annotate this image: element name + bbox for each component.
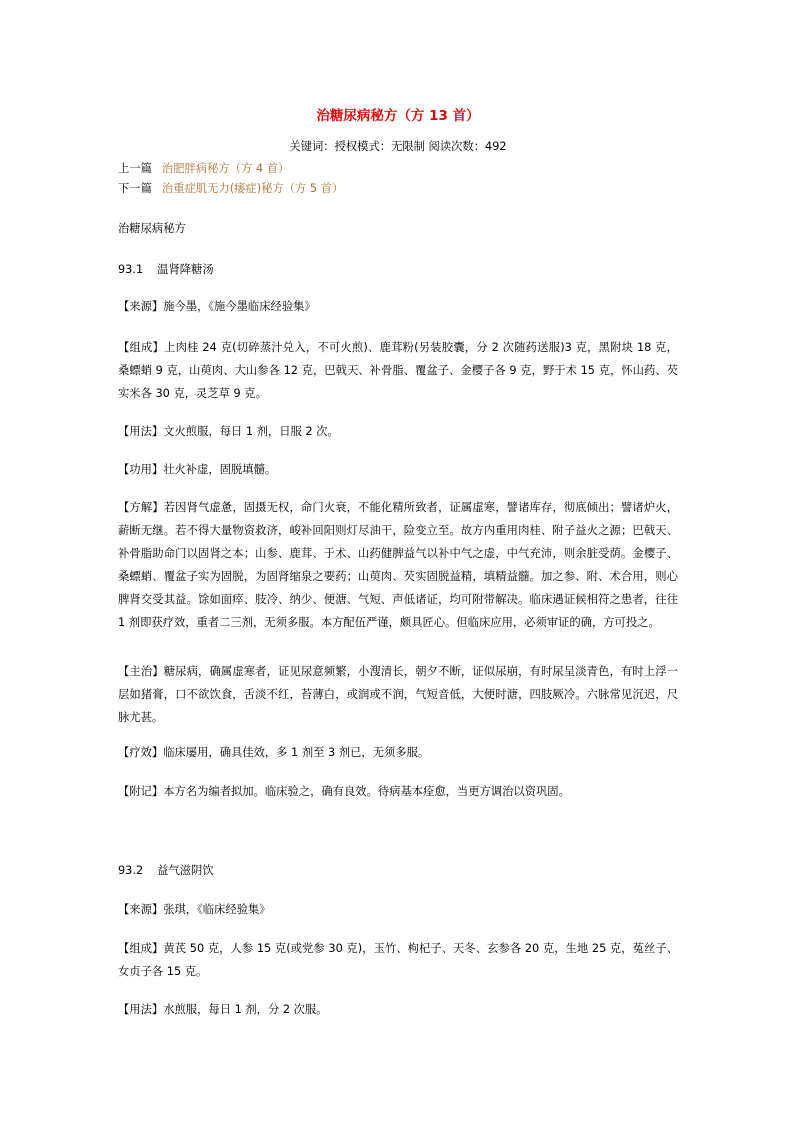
entry-label: 【附记】 <box>118 785 164 798</box>
entry-label: 【主治】 <box>118 665 164 678</box>
section-number: 93.2 <box>118 864 144 877</box>
next-article-link[interactable]: 治重症肌无力(痿症)秘方（方 5 首） <box>161 182 344 195</box>
entry-text: 张琪，《临床经验集》 <box>163 903 271 916</box>
section-name: 温肾降糖汤 <box>157 263 214 276</box>
entry-label: 【用法】 <box>118 1003 164 1016</box>
entry-label: 【组成】 <box>118 942 164 955</box>
entry-label: 【疗效】 <box>118 746 164 759</box>
entry-label: 【组成】 <box>118 341 165 354</box>
entry-text: 糖尿病，确属虚寒者，证见尿意频繁，小溲清长，朝夕不断，证似尿崩，有时尿呈淡青色，有时上浮一层如猪膏，口不欲饮食，舌淡不红，苔薄白，或润或不润，气短音低，大便时溏，四肢厥冷。六脉常见沉迟，尺脉尤甚。 <box>118 665 678 724</box>
entry-text: 壮火补虚，固脱填髓。 <box>163 463 277 476</box>
next-label: 下一篇 <box>118 182 152 195</box>
entry-text: 施今墨，《施今墨临床经验集》 <box>163 300 316 313</box>
entry-note <box>118 780 678 803</box>
entry-text: 水煎服，每日 1 剂，分 2 次服。 <box>163 1003 328 1016</box>
entry-indication <box>118 660 678 729</box>
prev-article-nav <box>118 161 289 177</box>
entry-label: 【用法】 <box>118 425 164 438</box>
entry-text: 临床屡用，确具佳效，多 1 剂至 3 剂已，无须多服。 <box>163 746 430 759</box>
page-title: 治糖尿病秘方（方 13 首） <box>316 108 480 124</box>
entry-function <box>118 458 678 481</box>
next-article-nav <box>118 181 343 197</box>
entry-text: 本方名为编者拟加。临床验之，确有良效。待病基本痊愈，当更方调治以资巩固。 <box>163 785 570 798</box>
entry-composition <box>118 937 678 983</box>
entry-usage <box>118 998 678 1021</box>
entry-label: 【来源】 <box>118 300 164 313</box>
article-meta: 关键词：授权模式：无限制 阅读次数：492 <box>289 140 507 153</box>
section-name: 益气滋阴饮 <box>157 864 214 877</box>
entry-label: 【功用】 <box>118 463 164 476</box>
section-heading <box>118 262 214 278</box>
section-number: 93.1 <box>118 263 144 276</box>
intro-heading: 治糖尿病秘方 <box>118 222 186 235</box>
entry-efficacy <box>118 741 678 764</box>
section-heading <box>118 863 214 879</box>
entry-analysis <box>118 496 678 634</box>
entry-text: 文火煎服，每日 1 剂，日服 2 次。 <box>163 425 339 438</box>
entry-text: 黄芪 50 克，人参 15 克(或党参 30 克)，玉竹、枸杞子、天冬、玄参各 20 克，生地 25 克，菟丝子、女贞子各 15 克。 <box>118 942 678 978</box>
entry-source <box>118 295 678 318</box>
entry-text: 上肉桂 24 克(切碎蒸汁兑入，不可火煎)、鹿茸粉(另装胶囊，分 2 次随药送服)3 克，黑附块 18 克，桑螵蛸 9 克，山萸肉、大山参各 12 克，巴戟天、补骨脂、覆盆子、金樱子各 9 克，野于术 15 克，怀山药、芡实米各 30 克，灵芝草 9 克。 <box>118 341 678 400</box>
entry-source <box>118 898 678 921</box>
entry-usage <box>118 420 678 443</box>
entry-label: 【方解】 <box>118 501 164 514</box>
entry-text: 若因肾气虚惫，固摄无权，命门火衰，不能化精所致者，证属虚寒，譬诸库存，彻底倾出；譬诸炉火，薪断无继。若不得大量物资救济，峻补回阳则灯尽油干，险变立至。故方内重用肉桂、附子益火之源；巴戟天、补骨脂助命门以固肾之本；山参、鹿茸、于术、山药健脾益气以补中气之虚，中气充沛，则余脏受荫。金樱子、桑螵蛸、覆盆子实为固脱，为固肾缩泉之要药；山萸肉、芡实固脱益精，填精益髓。加之参、附、术合用，则心脾肾交受其益。馀如面瘁、肢冷、纳少、便溏、气短、声低诸证，均可附带解决。临床遇证候相符之患者，往往 1 剂即获疗效，重者二三剂，无须多服。本方配伍严谨，颇具匠心。但临床应用，必须审证的确，方可投之。 <box>118 501 678 629</box>
prev-label: 上一篇 <box>118 162 152 175</box>
prev-article-link[interactable]: 治肥胖病秘方（方 4 首） <box>161 162 290 175</box>
entry-composition <box>118 336 678 405</box>
entry-label: 【来源】 <box>118 903 164 916</box>
